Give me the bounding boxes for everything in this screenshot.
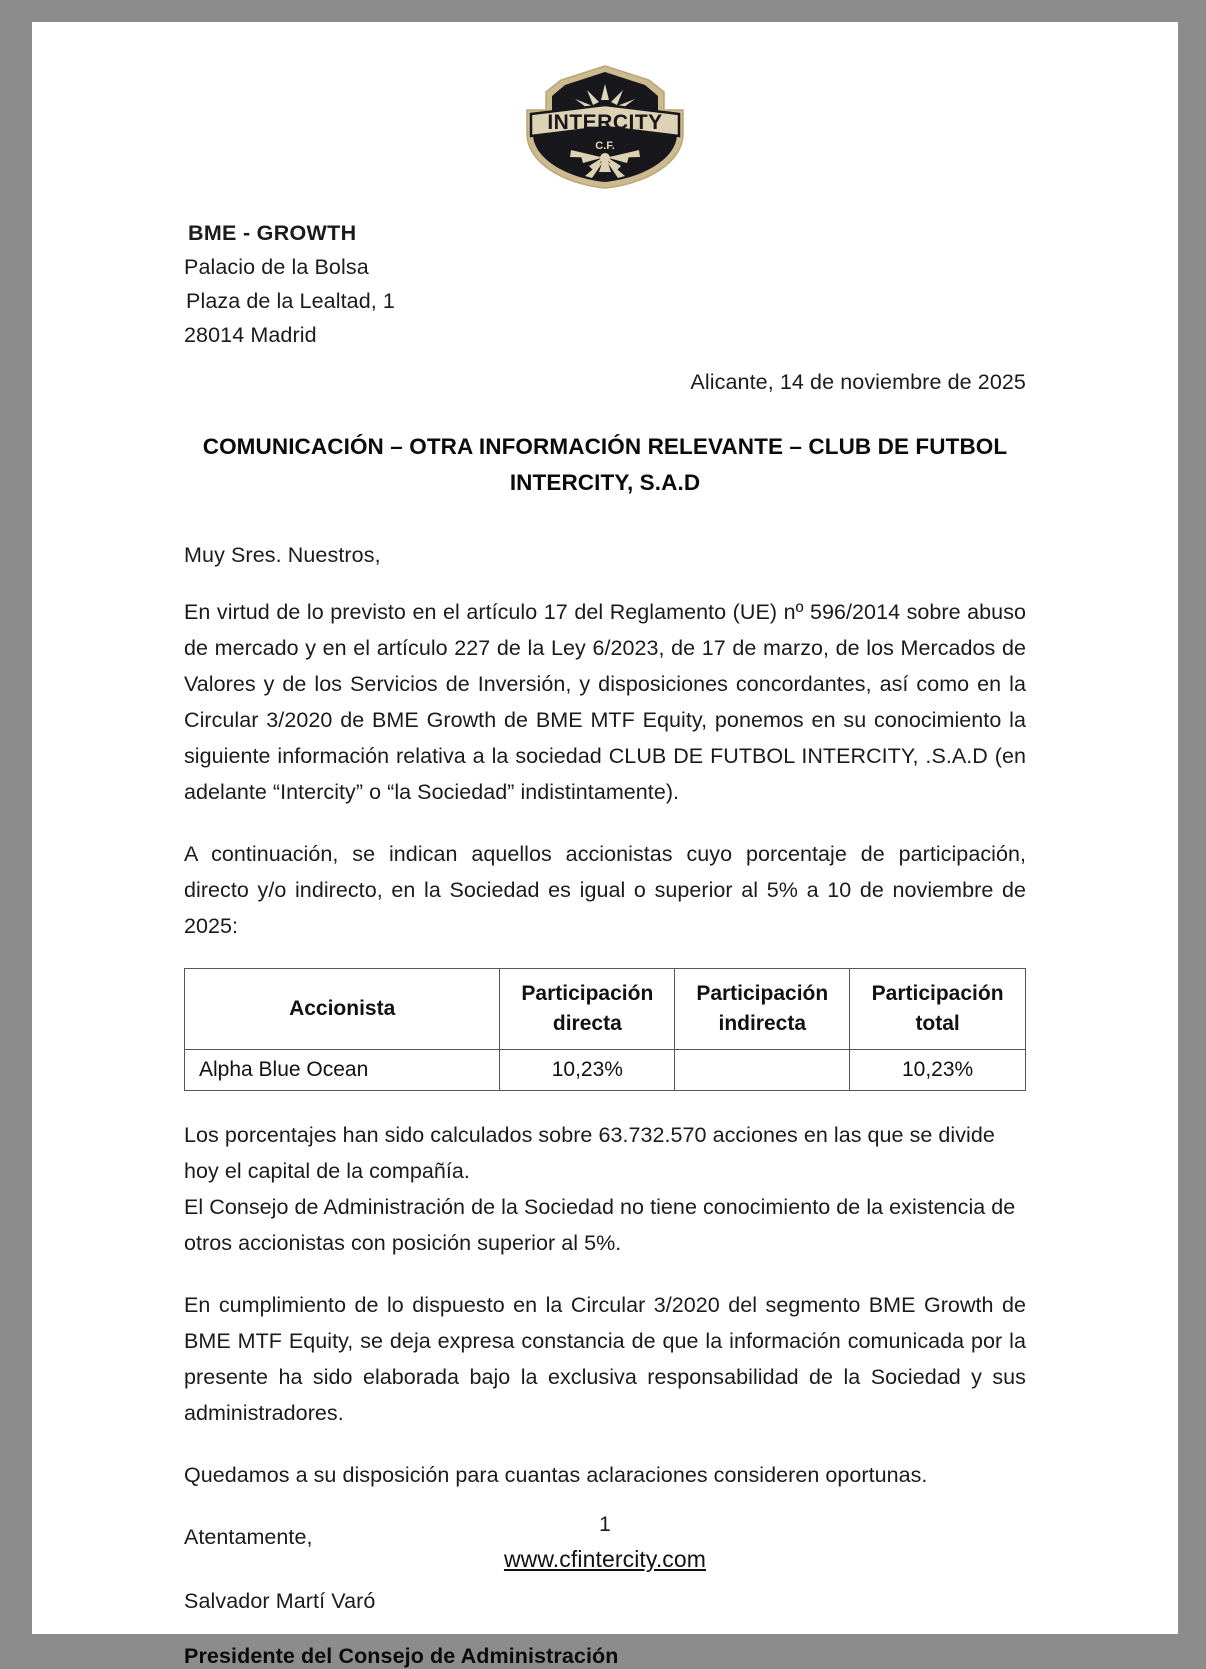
column-header-indirecta-line1: Participación bbox=[696, 982, 829, 1005]
table-header-row bbox=[185, 969, 1026, 1050]
paragraph-legal-basis: En virtud de lo previsto en el artículo 17 del Reglamento (UE) nº 596/2014 sobre abuso de mercado y en el artículo 227 de la Ley 6/2023, de 17 de marzo, de los Mercados de Valores y de los Servicios de Inversión, y disposiciones concordantes, así como en la Circular 3/2020 de BME Growth de BME MTF Equity, ponemos en su conocimiento la siguiente información relativa a la sociedad CLUB DE FUTBOL INTERCITY, .S.A.D (en adelante “Intercity” o “la Sociedad” indistintamente). bbox=[184, 600, 1026, 804]
page-footer bbox=[32, 1510, 1178, 1578]
column-header-participacion-directa bbox=[500, 969, 675, 1050]
paragraph-closing: Quedamos a su disposición para cuantas aclaraciones consideren oportunas. bbox=[184, 1463, 928, 1487]
recipient-line-1: Palacio de la Bolsa bbox=[184, 255, 369, 279]
shareholders-table bbox=[184, 968, 1026, 1091]
signature-role: Presidente del Consejo de Administración bbox=[184, 1644, 619, 1668]
document-content bbox=[32, 190, 1178, 1669]
paragraph-sincerely: Atentamente, bbox=[184, 1525, 313, 1549]
intercity-crest-logo bbox=[521, 64, 689, 190]
page-number: 1 bbox=[599, 1513, 611, 1536]
logo-container bbox=[32, 22, 1178, 190]
date-line: Alicante, 14 de noviembre de 2025 bbox=[690, 370, 1026, 394]
signature-name: Salvador Martí Varó bbox=[184, 1589, 376, 1613]
page-title: COMUNICACIÓN – OTRA INFORMACIÓN RELEVANTE – CLUB DE FUTBOL INTERCITY, S.A.D bbox=[202, 434, 1008, 495]
column-header-participacion-total bbox=[850, 969, 1026, 1050]
cell-participacion-directa: 10,23% bbox=[500, 1050, 675, 1091]
greeting-text: Muy Sres. Nuestros, bbox=[184, 543, 381, 567]
column-header-indirecta-line2: indirecta bbox=[718, 1012, 807, 1035]
footer-website-link[interactable]: www.cfintercity.com bbox=[503, 1546, 707, 1572]
recipient-line-3: 28014 Madrid bbox=[184, 323, 317, 347]
column-header-participacion-indirecta bbox=[675, 969, 850, 1050]
paragraph-share-count: Los porcentajes han sido calculados sobre 63.732.570 acciones en las que se divide hoy el capital de la compañía. bbox=[184, 1123, 995, 1183]
column-header-directa-line2: directa bbox=[552, 1012, 622, 1035]
cell-accionista: Alpha Blue Ocean bbox=[185, 1050, 500, 1091]
column-header-accionista-line1: Accionista bbox=[289, 997, 396, 1020]
column-header-total-line1: Participación bbox=[871, 982, 1004, 1005]
column-header-total-line2: total bbox=[915, 1012, 960, 1035]
recipient-organization: BME - GROWTH bbox=[188, 221, 357, 245]
paragraph-compliance: En cumplimiento de lo dispuesto en la Circular 3/2020 del segmento BME Growth de BME MTF Equity, se deja expresa constancia de que la información comunicada por la presente ha sido elaborada bajo la exclusiva responsabilidad de la Sociedad y sus administradores. bbox=[184, 1293, 1026, 1425]
column-header-accionista bbox=[185, 969, 500, 1050]
paragraph-board-statement: El Consejo de Administración de la Sociedad no tiene conocimiento de la existencia de otros accionistas con posición superior al 5%. bbox=[184, 1195, 1016, 1255]
cell-participacion-total: 10,23% bbox=[850, 1050, 1026, 1091]
document-page bbox=[32, 22, 1178, 1668]
column-header-directa-line1: Participación bbox=[521, 982, 654, 1005]
logo-subtext: C.F. bbox=[595, 140, 615, 152]
greeting-line bbox=[184, 543, 1026, 568]
logo-wordmark-text: INTERCITY bbox=[547, 111, 663, 134]
cell-participacion-indirecta bbox=[675, 1050, 850, 1091]
paragraph-shareholders-intro: A continuación, se indican aquellos accionistas cuyo porcentaje de participación, directo y/o indirecto, en la Sociedad es igual o superior al 5% a 10 de noviembre de 2025: bbox=[184, 842, 1026, 938]
recipient-line-2: Plaza de la Lealtad, 1 bbox=[186, 289, 395, 313]
table-row bbox=[185, 1050, 1026, 1091]
